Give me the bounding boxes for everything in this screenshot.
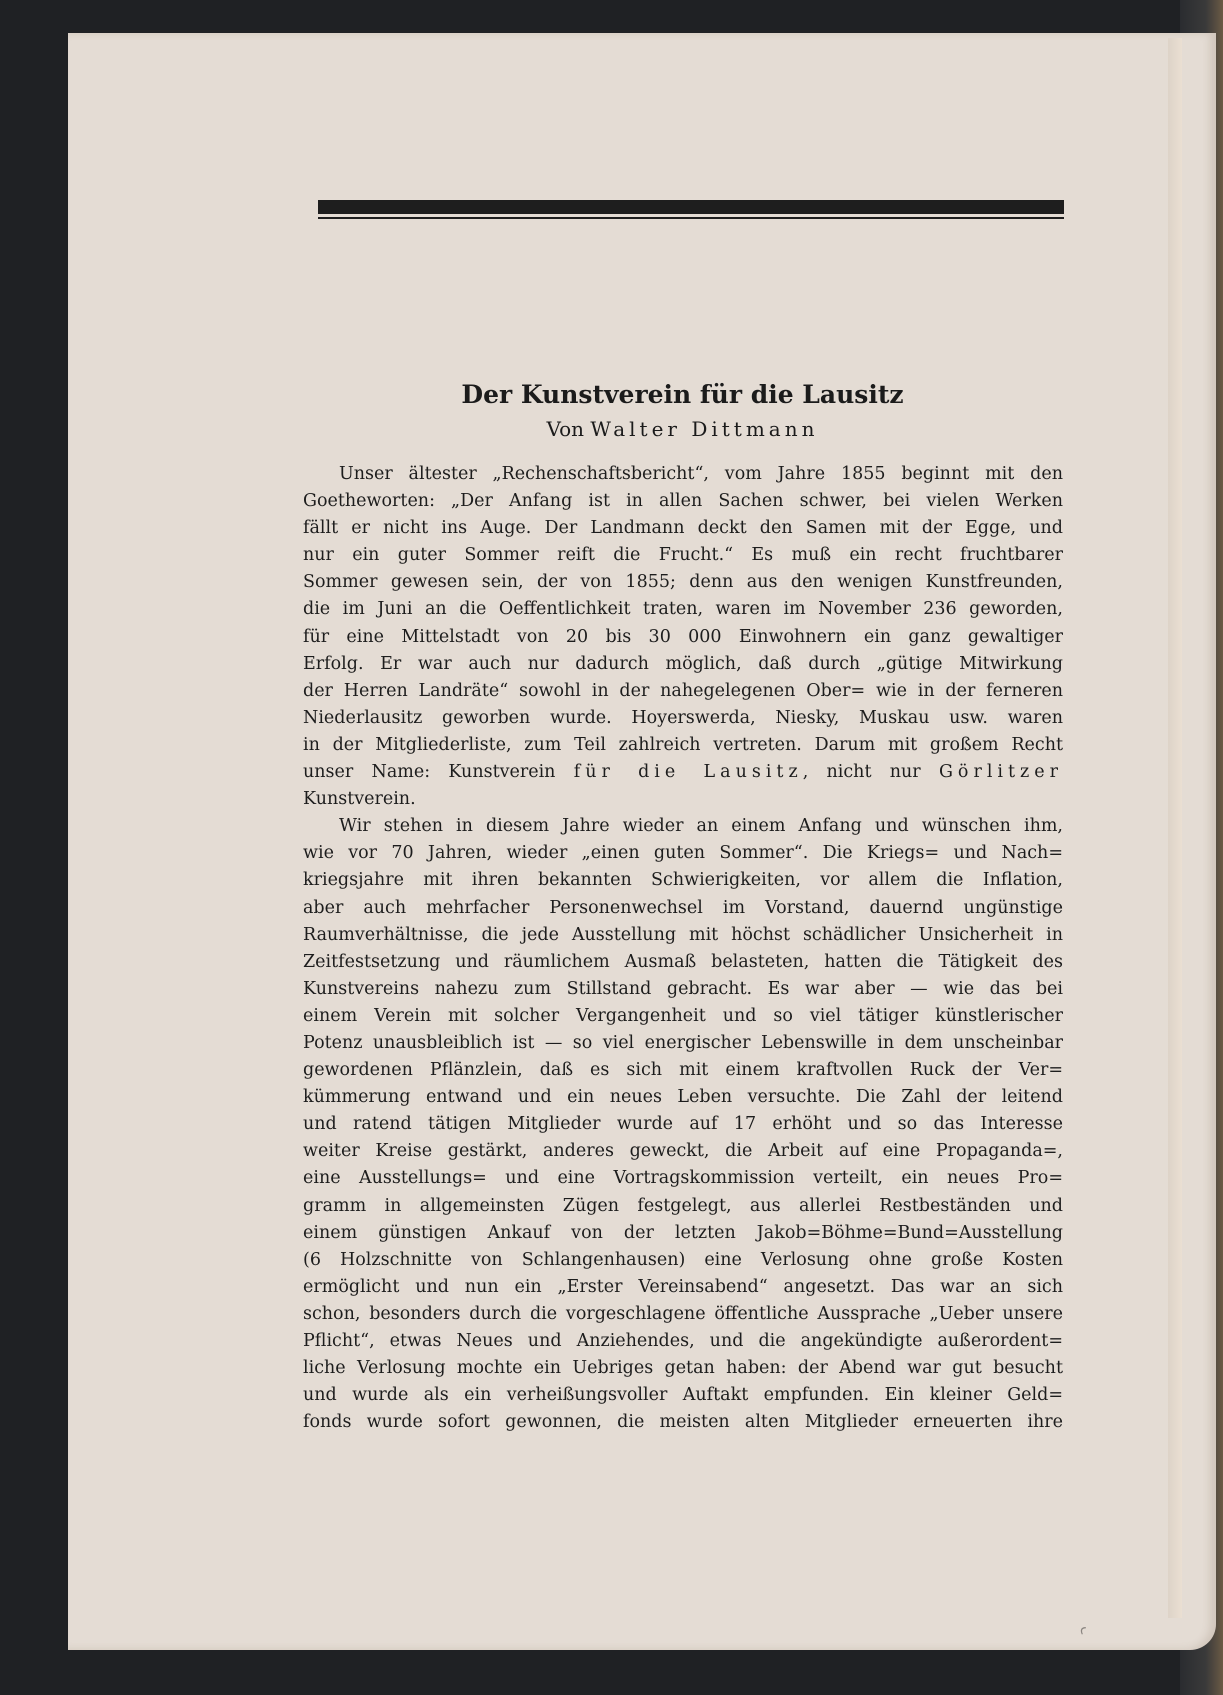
body-line: Erfolg. Er war auch nur dadurch möglich, daß durch „gütige Mitwirkung [303,653,1063,674]
body-line: Kunstverein. [303,789,416,810]
body-line: Unser ältester „Rechenschaftsbericht“, vom Jahre 1855 beginnt mit den [339,464,1063,484]
body-line: (6 Holzschnitte von Schlangenhausen) eine Verlosung ohne große Kosten [303,1249,1063,1270]
body-line: in der Mitgliederliste, zum Teil zahlreich vertreten. Darum mit großem Recht [303,734,1063,755]
body-line: fonds wurde sofort gewonnen, die meisten alten Mitglieder erneuerten ihre [303,1412,1063,1433]
emphasized-name: Görlitzer [938,762,1063,783]
emphasized-name: für die Lausitz [573,762,803,783]
body-line: Wir stehen in diesem Jahre wieder an einem Anfang und wünschen ihm, [339,816,1063,837]
body-line: einem Verein mit solcher Vergangenheit und so viel tätiger künstlerischer [303,1005,1063,1026]
body-line: ermöglicht und nun ein „Erster Vereinsabend“ angesetzt. Das war an sich [303,1276,1063,1297]
body-line: kriegsjahre mit ihren bekannten Schwierigkeiten, vor allem die Inflation, [303,870,1063,891]
header-rule-thin [318,217,1064,219]
body-line: und wurde als ein verheißungsvoller Auftakt empfunden. Ein kleiner Geld= [303,1385,1063,1406]
body-line: Zeitfestsetzung und räumlichem Ausmaß belasteten, hatten die Tätigkeit des [303,951,1063,972]
body-line: Sommer gewesen sein, der von 1855; denn aus den wenigen Kunstfreunden, [303,572,1063,593]
body-line: und ratend tätigen Mitglieder wurde auf 17 erhöht und so das Interesse [303,1114,1063,1135]
body-line: die im Juni an die Oeffentlichkeit traten, waren im November 236 geworden, [303,599,1063,620]
body-line: schon, besonders durch die vorgeschlagene öffentliche Aussprache „Ueber unsere [303,1303,1063,1324]
byline [300,417,1065,441]
page-edge-stack [1168,38,1182,1618]
author-name: Walter Dittmann [590,417,819,441]
body-line: nur ein guter Sommer reift die Frucht.“ Es muß ein recht fruchtbarer [303,545,1063,566]
article-body [303,461,1063,1436]
body-line: Pflicht“, etwas Neues und Anziehendes, und die angekündigte außerordent= [303,1331,1063,1351]
text-run: unser Name: Kunstverein [303,762,574,783]
body-line: gewordenen Pflänzlein, daß es sich mit einem kraftvollen Ruck der Ver= [303,1060,1063,1081]
body-line: der Herren Landräte“ sowohl in der nahegelegenen Ober= wie in der ferneren [303,680,1063,701]
body-line: kümmerung entwand und ein neues Leben versuchte. Die Zahl der leitend [303,1087,1063,1108]
body-line: aber auch mehrfacher Personenwechsel im Vorstand, dauernd ungünstige [303,897,1063,918]
byline-prefix: Von [546,417,585,441]
article-title: Der Kunstverein für die Lausitz [461,380,904,409]
body-line: liche Verlosung mochte ein Uebriges getan haben: der Abend war gut besucht [303,1358,1063,1379]
body-line: wie vor 70 Jahren, wieder „einen guten Sommer“. Die Kriegs= und Nach= [303,843,1063,864]
body-line: Kunstvereins nahezu zum Stillstand gebracht. Es war aber — wie das bei [303,978,1063,999]
body-line: Potenz unausbleiblich ist — so viel energischer Lebenswille in dem unscheinbar [303,1032,1063,1053]
body-line: gramm in allgemeinsten Zügen festgelegt, aus allerlei Restbeständen und [303,1195,1063,1216]
body-line: eine Ausstellungs= und eine Vortragskommission verteilt, ein neues Pro= [303,1168,1063,1189]
body-line: Raumverhältnisse, die jede Ausstellung mit höchst schädlicher Unsicherheit in [303,924,1063,945]
text-run: , nicht nur [802,762,939,783]
pencil-margin-mark: ꜥ [1080,1623,1087,1639]
body-line: Goetheworten: „Der Anfang ist in allen Sachen schwer, bei vielen Werken [303,491,1063,512]
body-line: Niederlausitz geworben wurde. Hoyerswerda, Niesky, Muskau usw. waren [303,707,1063,728]
header-rule-thick [318,200,1064,214]
body-line: weiter Kreise gestärkt, anderes geweckt, die Arbeit auf eine Propaganda=, [303,1141,1063,1162]
body-line: fällt er nicht ins Auge. Der Landmann deckt den Samen mit der Egge, und [303,518,1063,539]
body-line: für eine Mittelstadt von 20 bis 30 000 Einwohnern ein ganz gewaltiger [303,626,1063,647]
body-line-spaced [303,759,1063,786]
body-line: einem günstigen Ankauf von der letzten Jakob=Böhme=Bund=Ausstellung [303,1222,1063,1243]
